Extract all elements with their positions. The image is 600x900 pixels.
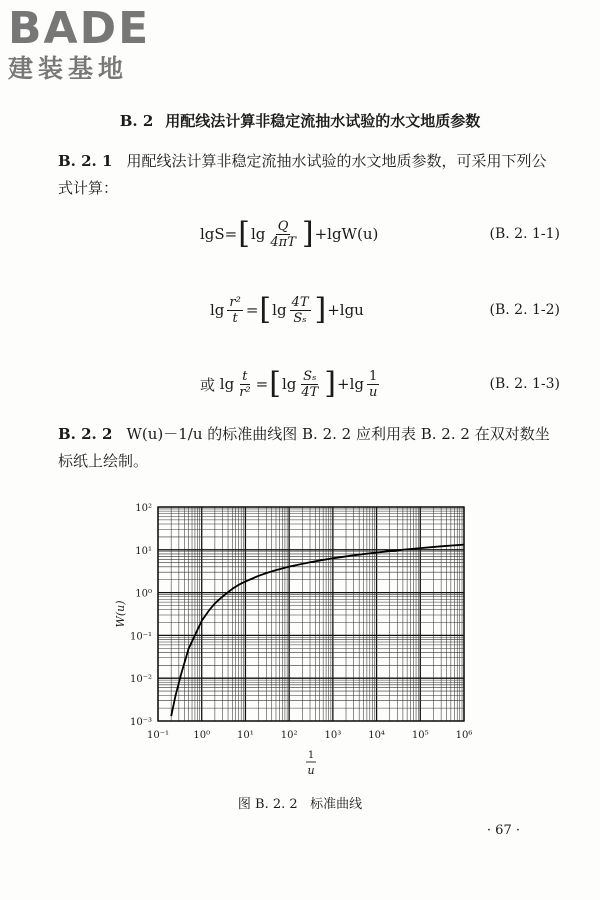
eq-prefix: 或 — [200, 375, 216, 394]
left-bracket: [ — [259, 292, 272, 327]
y-tick-label: 10⁰ — [135, 588, 152, 600]
eq-lhs-lg: lg — [219, 375, 235, 393]
y-axis-label: W(u) — [114, 600, 127, 628]
fraction-numerator: r² — [229, 294, 241, 310]
x-axis-label-numerator: 1 — [307, 750, 315, 761]
x-tick-label: 10⁴ — [368, 730, 385, 741]
eq-rhs-fraction — [367, 369, 379, 400]
y-tick-label: 10⁻³ — [129, 717, 152, 728]
eq-equals: = — [255, 375, 269, 393]
eq-lg: lg — [250, 225, 266, 243]
section-title — [0, 110, 600, 131]
equation-formula — [210, 290, 364, 330]
eq-rhs-lg: +lg — [337, 375, 364, 393]
logo-subtitle: 建装基地 — [8, 54, 129, 83]
x-tick-label: 10² — [280, 730, 298, 741]
y-tick-labels — [130, 503, 152, 728]
page-number: · 67 · — [486, 823, 520, 838]
chart-svg — [100, 495, 500, 785]
fraction-denominator: u — [368, 384, 378, 400]
logo-wordmark: BADE — [8, 3, 151, 54]
figure-caption — [0, 793, 600, 812]
clause-number: B. 2. 2 — [58, 425, 113, 443]
clause-b-2-2 — [58, 421, 558, 475]
fraction-denominator: 4πT — [270, 234, 296, 250]
fraction-numerator: t — [242, 368, 248, 384]
eq-lg: lg — [272, 301, 287, 319]
right-bracket: ] — [324, 366, 337, 401]
equation-tag: (B. 2. 1-1) — [489, 226, 560, 242]
clause-number: B. 2. 1 — [58, 152, 113, 170]
fraction-denominator: Sₛ — [293, 310, 307, 326]
section-heading-text: 用配线法计算非稳定流抽水试验的水文地质参数 — [165, 112, 481, 130]
fraction-numerator: 4T — [291, 294, 309, 310]
fraction-numerator: 1 — [369, 368, 378, 384]
y-tick-label: 10⁻¹ — [129, 631, 152, 643]
x-tick-label: 10⁶ — [455, 730, 473, 741]
section-number: B. 2 — [119, 112, 154, 130]
y-tick-label: 10⁻² — [129, 674, 152, 686]
equation-formula — [200, 364, 382, 404]
x-tick-label: 10⁵ — [411, 730, 429, 741]
caption-text: 标准曲线 — [310, 797, 363, 812]
x-tick-labels — [147, 730, 472, 741]
x-axis-label-denominator: u — [307, 764, 315, 777]
equation-formula — [200, 214, 378, 254]
brand-logo — [8, 3, 178, 84]
left-bracket: [ — [269, 366, 281, 401]
y-tick-label: 10² — [135, 503, 152, 514]
equation-b-2-1-3 — [60, 364, 560, 404]
right-bracket: ] — [314, 292, 327, 327]
chart-grid — [158, 507, 464, 721]
fraction-numerator: Q — [277, 218, 289, 234]
fraction-denominator: t — [232, 310, 238, 326]
clause-text: W(u)－1/u 的标准曲线图 B. 2. 2 应利用表 B. 2. 2 在双对数坐标纸上绘制。 — [58, 425, 550, 470]
equation-tag: (B. 2. 1-3) — [489, 376, 560, 392]
clause-text: 用配线法计算非稳定流抽水试验的水文地质参数，可采用下列公式计算： — [58, 152, 547, 197]
eq-lhs-fraction — [227, 295, 242, 326]
fraction-denominator: r² — [239, 384, 251, 400]
eq-fraction — [268, 219, 298, 250]
eq-equals: = — [245, 301, 259, 319]
fraction-numerator: Sₛ — [303, 368, 317, 384]
eq-lhs-fraction — [237, 369, 252, 400]
eq-lhs-lg: lg — [210, 301, 225, 319]
clause-b-2-1 — [58, 148, 558, 202]
right-bracket: ] — [301, 216, 314, 251]
eq-fraction — [299, 369, 320, 400]
eq-rhs: +lgu — [327, 301, 364, 319]
eq-rhs: +lgW(u) — [314, 225, 379, 243]
equation-tag: (B. 2. 1-2) — [489, 302, 560, 318]
fraction-denominator: 4T — [301, 384, 319, 400]
x-tick-label: 10⁰ — [193, 730, 211, 741]
standard-curve-chart — [100, 495, 500, 785]
equation-b-2-1-2 — [60, 290, 560, 330]
caption-label: 图 B. 2. 2 — [237, 797, 298, 812]
eq-lg: lg — [281, 375, 297, 393]
y-tick-label: 10¹ — [135, 545, 152, 557]
x-tick-label: 10¹ — [237, 730, 254, 741]
x-tick-label: 10⁻¹ — [146, 730, 170, 741]
x-tick-label: 10³ — [324, 730, 342, 741]
equation-b-2-1-1 — [60, 214, 560, 254]
eq-lhs: lgS= — [200, 225, 238, 243]
left-bracket: [ — [238, 216, 250, 251]
eq-fraction — [290, 295, 311, 326]
